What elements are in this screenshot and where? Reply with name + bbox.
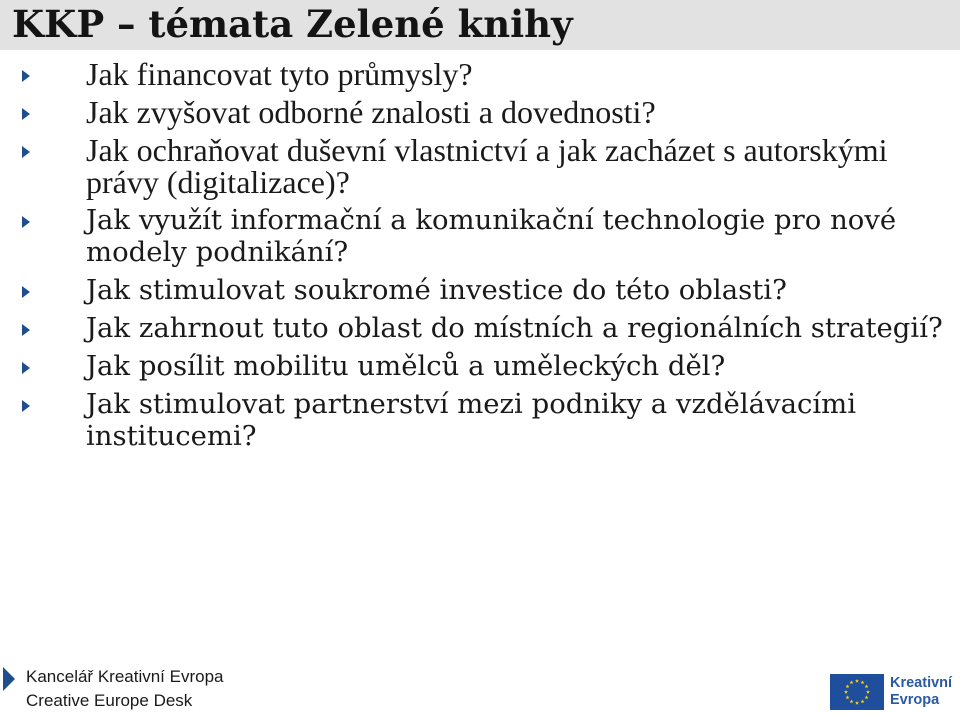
triangle-bullet-icon	[22, 286, 30, 298]
bullet-text: Jak stimulovat partnerství mezi podniky a vzdělávacími institucemi?	[86, 388, 857, 452]
bullet-item	[0, 58, 960, 90]
bullet-item	[0, 204, 960, 268]
logo-text	[890, 675, 952, 709]
triangle-bullet-icon	[22, 324, 30, 336]
footer-text	[26, 665, 224, 713]
footer-arrow-icon	[2, 666, 16, 692]
bullet-text: Jak financovat tyto průmysly?	[86, 56, 473, 92]
slide-title: KKP – témata Zelené knihy	[12, 2, 573, 46]
bullet-item	[0, 134, 960, 198]
triangle-bullet-icon	[22, 146, 30, 158]
triangle-bullet-icon	[22, 108, 30, 120]
bullet-item	[0, 312, 960, 344]
bullet-item	[0, 96, 960, 128]
triangle-bullet-icon	[22, 362, 30, 374]
bullet-text: Jak využít informační a komunikační technologie pro nové modely podnikání?	[86, 204, 897, 268]
eu-flag-icon	[830, 674, 884, 710]
triangle-bullet-icon	[22, 216, 30, 228]
bullet-item	[0, 350, 960, 382]
bullet-item	[0, 274, 960, 306]
bullet-text: Jak ochraňovat duševní vlastnictví a jak zacházet s autorskými právy (digitalizace)?	[86, 132, 888, 200]
logo-line-1: Kreativní	[890, 675, 953, 691]
footer-line-2: Creative Europe Desk	[26, 691, 193, 710]
bullet-text: Jak zvyšovat odborné znalosti a dovednosti?	[86, 94, 656, 130]
bullet-item	[0, 388, 960, 452]
bullet-text: Jak posílit mobilitu umělců a uměleckých děl?	[86, 350, 726, 382]
bullet-text: Jak zahrnout tuto oblast do místních a regionálních strategií?	[86, 312, 943, 344]
bullet-text: Jak stimulovat soukromé investice do této oblasti?	[86, 274, 787, 306]
triangle-bullet-icon	[22, 400, 30, 412]
creative-europe-logo	[830, 672, 958, 712]
title-bar	[0, 0, 960, 50]
footer-line-1: Kancelář Kreativní Evropa	[26, 667, 224, 686]
logo-line-2: Evropa	[890, 692, 940, 708]
bullet-list	[0, 58, 960, 458]
triangle-bullet-icon	[22, 70, 30, 82]
